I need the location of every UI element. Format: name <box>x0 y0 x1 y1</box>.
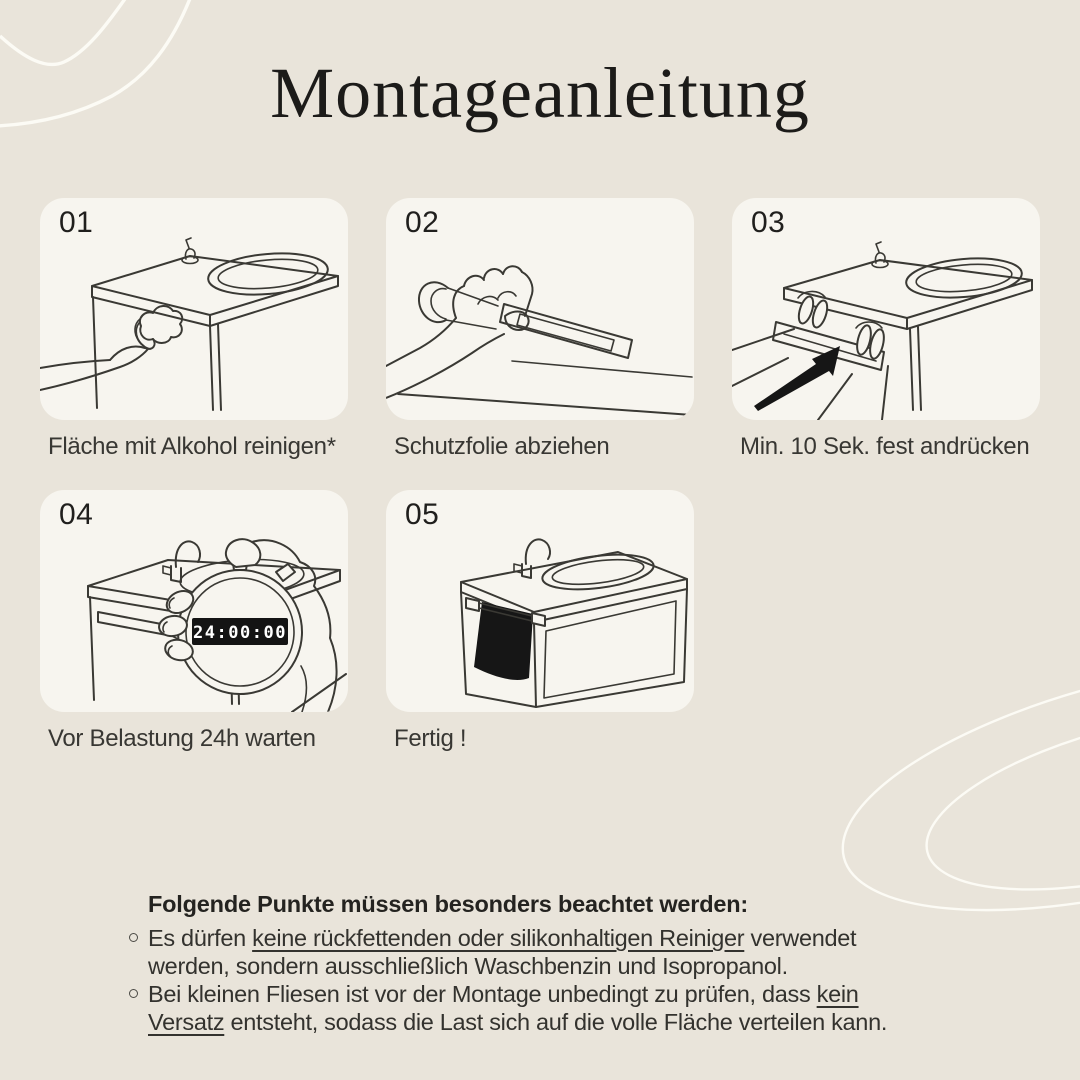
step-number: 04 <box>59 498 94 531</box>
corner-ellipse-inner <box>909 675 1080 925</box>
step-04-panel <box>40 490 348 712</box>
notes-section <box>128 891 910 1036</box>
step-card-05 <box>386 490 694 753</box>
notes-list <box>128 924 910 1036</box>
step-number: 02 <box>405 206 440 239</box>
step-caption: Fläche mit Alkohol reinigen* <box>48 433 336 460</box>
notes-heading: Folgende Punkte müssen besonders beachtet werden: <box>148 891 749 917</box>
step-03-panel <box>732 198 1040 420</box>
step-card-03 <box>732 198 1040 461</box>
underlined-phrase: keine rückfettenden oder silikonhaltigen Reiniger <box>252 925 745 951</box>
step-number: 05 <box>405 498 440 531</box>
step-number: 01 <box>59 206 94 239</box>
step-number: 03 <box>751 206 786 239</box>
step-caption: Fertig ! <box>394 725 467 752</box>
press-arrow <box>754 346 840 411</box>
step-card-04 <box>40 490 348 753</box>
step-card-02 <box>386 198 694 461</box>
underlined-phrase: kein Versatz <box>148 981 859 1035</box>
step-card-01 <box>40 198 348 461</box>
step-05-panel <box>386 490 694 712</box>
stopwatch-time: 24:00:00 <box>193 623 287 643</box>
step-02-panel <box>386 198 694 420</box>
page-title: Montageanleitung <box>270 53 810 133</box>
note-bullet-1: Es dürfen keine rückfettenden oder silikonhaltigen Reiniger verwendet werden, sondern ausschließlich Waschbenzin und Isopropanol. <box>128 924 910 980</box>
step-caption: Min. 10 Sek. fest andrücken <box>740 433 1030 460</box>
step-01-panel <box>40 198 348 420</box>
note-bullet-2: Bei kleinen Fliesen ist vor der Montage unbedingt zu prüfen, dass kein Versatz entsteht, sodass die Last sich auf die volle Fläche verteilen kann. <box>128 980 910 1036</box>
step-caption: Schutzfolie abziehen <box>394 433 610 460</box>
step-caption: Vor Belastung 24h warten <box>48 725 316 752</box>
